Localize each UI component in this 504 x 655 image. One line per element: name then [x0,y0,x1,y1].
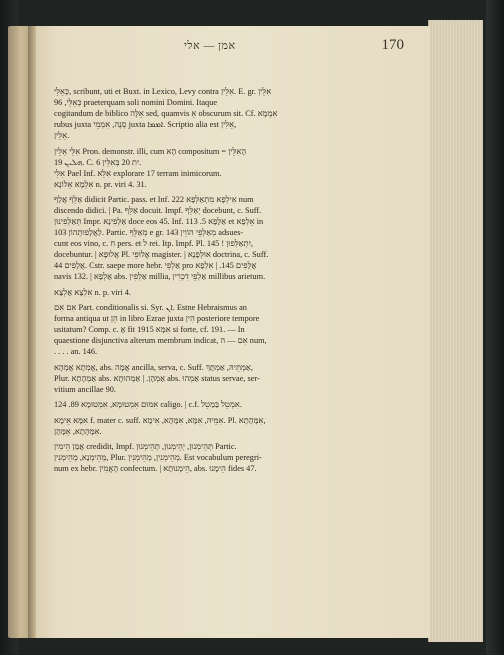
text-line: אִלֵּי Pael Inf. אִלֵּא explorare 17 terram inimicorum. [54,168,222,178]
text-line: אֲלָפִים 44. Cstr. saepe more hebr. אַלְפֵי pro אֲלָפִים 145. | אִלְפָא [54,261,257,270]
text-line: discendo didici. | Pa. אַלֵּף docuit. Impf. יְאַלֵּף docebunt, c. Suff. [54,206,262,215]
text-line: forma antiqua ut הֵן in libro Ezrae juxta הִין posteriore tempore [54,314,260,323]
text-line: Plur. אַמְהָתָא abs. אַמְהָן. | אַמְהוּתָא abs. אַמְהוּ status servae, ser- [54,373,260,383]
text-line: אִלְמָא אֵלוֹנָא n. pr. viri 4. 31. [54,179,147,189]
dictionary-entry [54,415,400,437]
text-line: כְּאֵלֵּי, 96 praeterquam soli nomini Domini. Itaque [54,98,218,107]
text-line: אֲמַן הֵימִין credidit, Impf. תְּהֵימְנוּן, יְהֵימְנוּן, תְּהֵימְנוּן Partic. [54,442,237,451]
dictionary-entry [54,287,400,298]
running-head: אמן — אלי [184,40,236,52]
text-line: num ex hebr. הֶאֱמִין confectum. | הֵימָנוּתָא, abs. הֵימָנוּ fides 47. [54,464,257,473]
page-header [34,34,404,58]
text-line: כְּאֵלֵּי, scribunt, uti et Buxt. in Lexico, Levy contra אִלֵּין. E. gr. אִלֵּין [54,87,272,96]
text-line: vitium ancillae 90. [54,384,116,394]
page-stack-edges [428,20,483,642]
book-cover-right [486,0,504,655]
dictionary-entry [54,86,400,141]
text-line: . . . . an. 146. [54,347,98,356]
text-line: אֲמְתָא אֲמְהָא, abs. אֲמָה ancilla, serva, c. Suff. אַמְתֵּיהּ, אַמְתָּךְ, [54,362,253,372]
dictionary-text [54,86,400,479]
dictionary-entry [54,362,400,395]
dictionary-entry [54,302,400,357]
dictionary-entry [54,441,400,474]
page-gutter [28,26,36,638]
text-line: ܗܠܝܢ 19. C. ית 20 בְּאִלֵּין 6. [54,157,142,167]
text-line: אִלְצָא אַלְצָא n. p. viri 4. [54,287,131,297]
text-line: אִמּוּם אִמְטוּמָא, אִמְטוּמָא 89. 124 caligo. | c.f. אִמְטֵל בַּמַטֵל. [54,400,242,409]
text-line: cunt eos vino, c. ח pers. et ל rei. Itp. Impf. Pl. יִתְאַלְּפוּן ! 145, [54,239,253,248]
text-line: usitatum? Comp. c. אָ fit אִמָּא 1915 si forte, cf. 191. — In [54,325,245,334]
text-line: לַאֲלָפוּתְהוֹן 103. Partic. מְאַלֵּף e gr. מְאַלְּפֵי הוֹוֵין 143 adsues- [54,228,244,237]
dictionary-entry [54,399,400,410]
text-line: אֵלֵּין. [54,131,70,140]
text-line: מְהֵימְנָא, מְהֵימְנִין, Plur. מְהֵימְנִין, מְהֵימְנִין. Est vocabulum peregri- [54,453,262,462]
text-line: אִלֵּי אֵלֵּין Pron. demonstr. illi, cum הָא compositum = הָאִלֵּין [54,146,247,156]
text-line: cogitandum de biblico אֵלֶּה sed, quamvis אֵ obscurum sit. Cf. אִמְמָא [54,109,278,118]
text-line: docebuntur. | אֲלוּפָא Pl. אֲלוּפֵי magister. | אוּלְפָנָא doctrina, c. Suff. [54,250,269,259]
dictionary-entry [54,194,400,282]
text-line: navis 132. | אַלְפָא abs. אַלְפִין millia, אַלְפֵי דִכְרִין millibus arietum. [54,272,266,281]
text-line: תְּאַלְּפִינוּן Impr. אַלְּפִינָא doce eos 45. Inf. אַלָּפָא 5. 113 et אֵלְפָא in [54,217,264,226]
dictionary-entry [54,146,400,190]
page-number: 170 [381,37,404,53]
text-line: rubus juxta סְנֶה, אִמְמֵי juxta ܐܡܡܐ. Scriptio alia est אֵלִּין, [54,120,237,129]
text-line: quaestione disjunctiva alterum membrum indicat, אִם — ה num, [54,336,267,345]
text-line: אַלֵּף אֲלַף didicit Partic. pass. et Inf. אִילְפָא מִתְאַלְּפָא 222 num [54,195,254,204]
facing-page-edge [8,26,30,638]
text-line: אִם אִם Part. conditionalis si. Syr. ܐܢ. Estne Hebraismus an [54,303,247,312]
text-line: אִמָּהָתָא, אֵמָּהָן. [54,426,102,436]
text-line: אִמָּא אֵימָא f. mater c. suff. אִמֵּיהּ, אִמָּא, אִמָּהָא, אִימָא. Pl. אִמָּהָתָא, [54,415,266,425]
